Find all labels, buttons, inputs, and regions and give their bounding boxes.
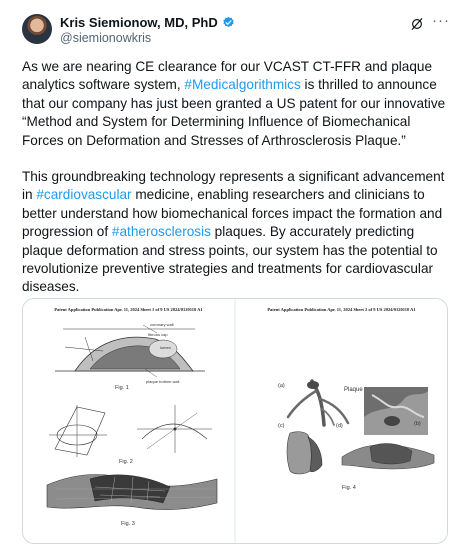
fig1-diagram <box>45 321 215 383</box>
hashtag-link-cardiovascular[interactable]: #cardiovascular <box>36 187 132 203</box>
fig1-plaque-bottom-label: plaque bottom wall <box>146 379 180 384</box>
fig2-caption: Fig. 2 <box>119 459 133 465</box>
patent-page-header: Patent Application Publication Apr. 11, 2024 Sheet 1 of 9 US 2024/0120110 A1 <box>54 307 203 312</box>
tweet-text-segment: plaques. By accurately predicting plaque deformation and stress points, our system has the potential to revolutionize preventive strategies and treatments for cardiovascular diseases. <box>22 224 438 295</box>
patent-page-2[interactable] <box>234 299 447 543</box>
fig4d-vessel-model <box>340 435 436 475</box>
fig4-label-d: (d) <box>336 423 343 429</box>
hashtag-link-medicalgorithmics[interactable]: #Medicalgorithmics <box>184 77 301 93</box>
fig4c-plaque-model <box>282 429 328 477</box>
fig1-lumen-label: lumen <box>160 345 171 350</box>
fig3-diagram <box>45 467 220 519</box>
tweet-text-segment: is thrilled to announce that our company has just been granted a US patent for our innovative “Method and System for Determining Influence of Biomechanical Forces on Deformation and Stresses of Arthrosclerosis Plaque.” <box>22 77 446 148</box>
author-handle[interactable]: @siemionowkris <box>60 31 152 45</box>
verified-badge-icon <box>222 16 235 29</box>
fig2-diagram <box>47 399 217 457</box>
author-name-row <box>60 15 235 30</box>
patent-page-1[interactable] <box>23 299 234 543</box>
fig4-label-c: (c) <box>278 423 285 429</box>
media-attachment[interactable] <box>22 298 448 544</box>
tweet-text <box>22 58 452 315</box>
grok-icon[interactable] <box>410 17 424 31</box>
fig4-plaque-label: Plaque <box>344 387 363 393</box>
tweet-paragraph-1 <box>22 58 452 150</box>
patent-page-header: Patent Application Publication Apr. 11, 2024 Sheet 2 of 9 US 2024/0120110 A1 <box>267 307 416 312</box>
fig1-coronary-wall-label: coronary wall <box>150 322 174 327</box>
fig4-label-a: (a) <box>278 383 285 389</box>
avatar[interactable] <box>22 14 52 44</box>
fig1-caption: Fig. 1 <box>115 385 129 391</box>
fig4a-vessel-tree <box>282 377 362 427</box>
hashtag-link-atherosclerosis[interactable]: #atherosclerosis <box>111 224 211 240</box>
fig3-caption: Fig. 3 <box>121 521 135 527</box>
tweet-text-segment: medicine, enabling researchers and clinicians to better understand how biomechanical forces impact the formation and progression of <box>22 187 443 240</box>
fig4-label-b: (b) <box>414 421 421 427</box>
tweet-text-segment: This groundbreaking technology represents a significant advancement in <box>22 169 445 203</box>
author-display-name[interactable]: Kris Siemionow, MD, PhD <box>60 15 218 30</box>
tweet-paragraph-2 <box>22 168 452 297</box>
fig4b-ct-image <box>364 387 428 435</box>
more-options-icon[interactable]: ··· <box>432 12 450 29</box>
tweet-text-segment: As we are nearing CE clearance for our VCAST CT-FFR and plaque analytics software system, <box>22 59 433 93</box>
fig4-caption: Fig. 4 <box>342 485 356 491</box>
fig1-fibrous-cap-label: fibrous cap <box>148 332 168 337</box>
